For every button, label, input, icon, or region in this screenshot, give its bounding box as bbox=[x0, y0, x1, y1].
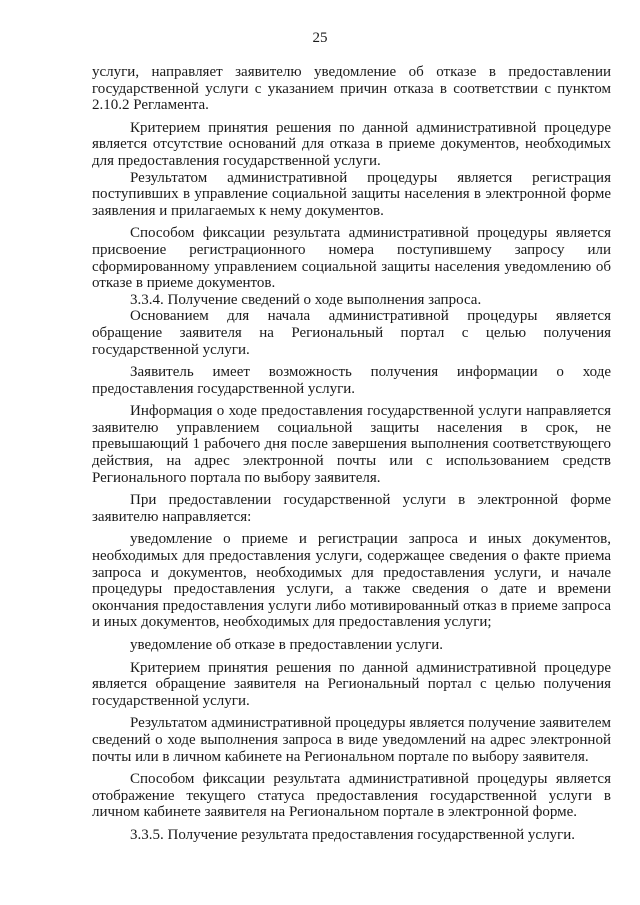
paragraph: Заявитель имеет возможность получения информации о ходе предоставления государственной услуги. bbox=[92, 364, 611, 397]
list-item: уведомление о приеме и регистрации запроса и иных документов, необходимых для предоставления услуги, содержащее сведения о факте приема запроса и документов, необходимых для предоставления услуги, и начале процедуры предоставления услуги, а также сведения о дате и времени окончания предоставления услуги либо мотивированный отказ в приеме запроса и иных документов, необходимых для предоставления услуги; bbox=[92, 531, 611, 631]
section-heading: 3.3.4. Получение сведений о ходе выполнения запроса. bbox=[130, 291, 482, 308]
section-heading: 3.3.5. Получение результата предоставления государственной услуги. bbox=[130, 826, 575, 843]
paragraph: При предоставлении государственной услуги в электронной форме заявителю направляется: bbox=[92, 492, 611, 525]
page-number: 25 bbox=[312, 30, 328, 46]
paragraph: Результатом административной процедуры является регистрация поступивших в управление социальной защиты населения в электронной форме заявления и прилагаемых к нему документов. bbox=[92, 169, 611, 219]
paragraph: Основанием для начала административной процедуры является обращение заявителя на Региональный портал с целью получения государственной услуги. bbox=[92, 308, 611, 358]
paragraph: Способом фиксации результата административной процедуры является отображение текущего статуса предоставления государственной услуги в личном кабинете заявителя на Региональном портале в электронной форме. bbox=[92, 771, 611, 821]
body-text bbox=[92, 64, 611, 844]
paragraph: Критерием принятия решения по данной административной процедуре является отсутствие оснований для отказа в приеме документов, необходимых для предоставления государственной услуги. bbox=[92, 119, 611, 169]
paragraph: Способом фиксации результата административной процедуры является присвоение регистрационного номера поступившему запросу или сформированному управлением социальной защиты населения уведомлению об отказе в приеме документов. bbox=[92, 225, 611, 292]
paragraph: услуги, направляет заявителю уведомление об отказе в предоставлении государственной услуги с указанием причин отказа в соответствии с пунктом 2.10.2 Регламента. bbox=[92, 64, 611, 114]
paragraph: Критерием принятия решения по данной административной процедуре является обращение заявителя на Региональный портал с целью получения государственной услуги. bbox=[92, 659, 611, 709]
paragraph: Информация о ходе предоставления государственной услуги направляется заявителю управлением социальной защиты населения в срок, не превышающий 1 рабочего дня после завершения выполнения соответствующего действия, на адрес электронной почты или с использованием средств Регионального портала по выбору заявителя. bbox=[92, 403, 611, 486]
list-item: уведомление об отказе в предоставлении услуги. bbox=[130, 637, 444, 653]
paragraph: Результатом административной процедуры является получение заявителем сведений о ходе выполнения запроса в виде уведомлений на адрес электронной почты или в личном кабинете на Региональном портале по выбору заявителя. bbox=[92, 715, 611, 765]
